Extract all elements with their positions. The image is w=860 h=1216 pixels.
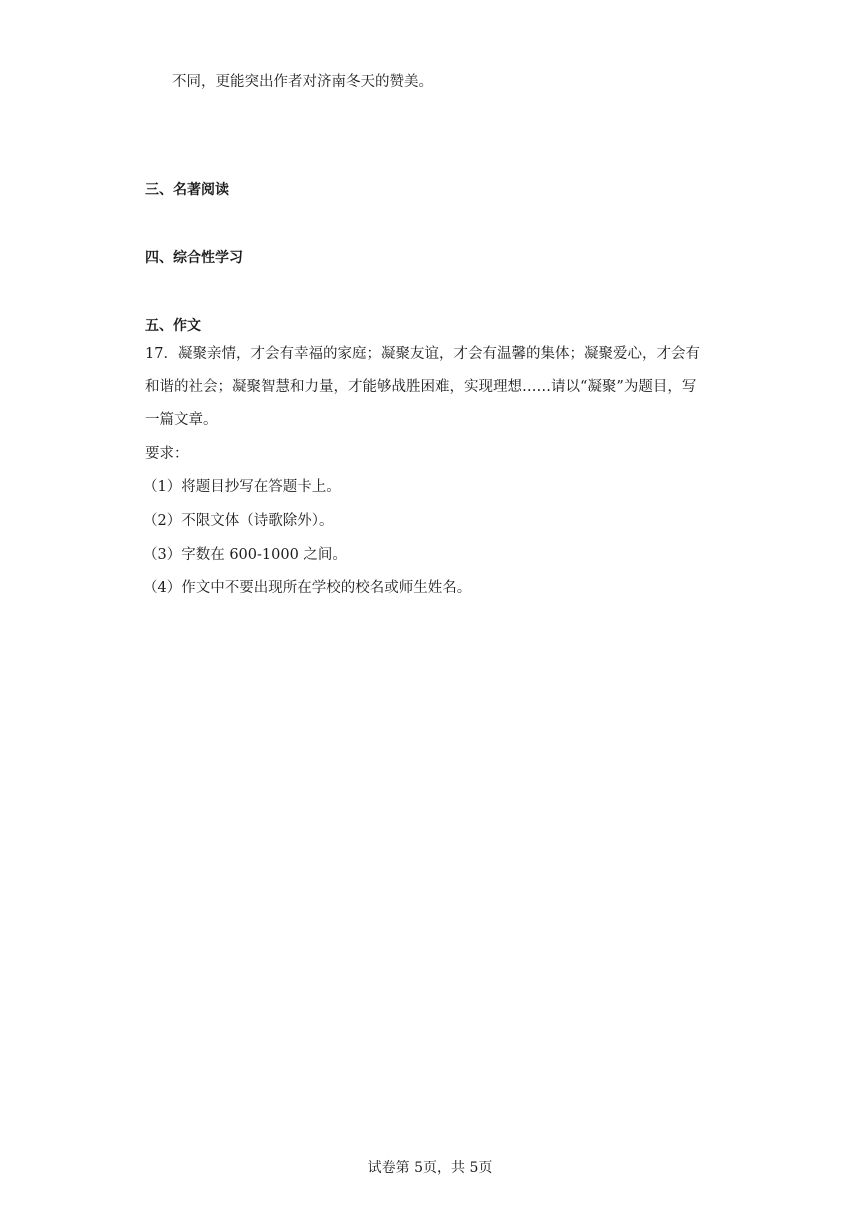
section-heading-3: 三、名著阅读 bbox=[145, 182, 229, 198]
requirement-4: （4）作文中不要出现所在学校的校名或师生姓名。 bbox=[143, 580, 472, 596]
requirements-label: 要求： bbox=[145, 446, 189, 462]
page-footer: 试卷第 5页，共 5页 bbox=[367, 1160, 493, 1176]
section-heading-5: 五、作文 bbox=[145, 318, 201, 334]
question-17-line-2: 和谐的社会；凝聚智慧和力量，才能够战胜困难，实现理想……请以“凝聚”为题目，写 bbox=[145, 379, 697, 395]
question-17-line-3: 一篇文章。 bbox=[145, 412, 218, 428]
requirement-3: （3）字数在 600-1000 之间。 bbox=[143, 547, 347, 563]
question-17-line-1: 17．凝聚亲情，才会有幸福的家庭；凝聚友谊，才会有温馨的集体；凝聚爱心，才会有 bbox=[145, 346, 700, 362]
section-heading-4: 四、综合性学习 bbox=[145, 250, 243, 266]
requirement-2: （2）不限文体（诗歌除外）。 bbox=[143, 513, 334, 529]
requirement-1: （1）将题目抄写在答题卡上。 bbox=[143, 479, 341, 495]
previous-answer-text: 不同，更能突出作者对济南冬天的赞美。 bbox=[172, 74, 433, 90]
